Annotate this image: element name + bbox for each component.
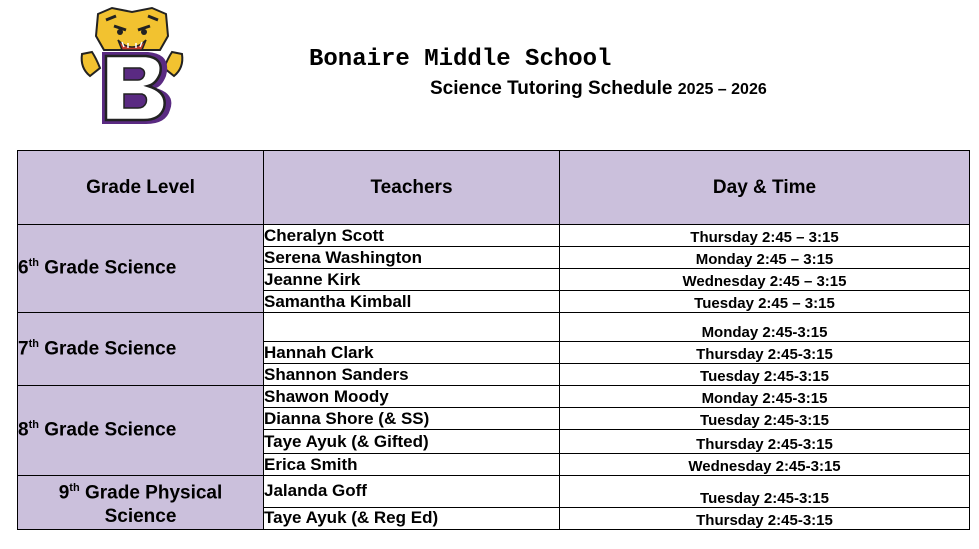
time-cell: Wednesday 2:45 – 3:15 xyxy=(560,269,970,291)
grade-cell-9: 9th Grade Physical Science xyxy=(18,476,264,530)
teacher-cell: Serena Washington xyxy=(264,247,560,269)
school-name: Bonaire Middle School xyxy=(309,46,612,73)
teacher-cell: Samantha Kimball xyxy=(264,291,560,313)
teacher-cell: Hannah Clark xyxy=(264,342,560,364)
time-cell: Thursday 2:45-3:15 xyxy=(560,342,970,364)
time-cell: Tuesday 2:45-3:15 xyxy=(560,364,970,386)
teacher-cell: Taye Ayuk (& Gifted) xyxy=(264,430,560,454)
time-cell: Tuesday 2:45 – 3:15 xyxy=(560,291,970,313)
time-cell: Tuesday 2:45-3:15 xyxy=(560,408,970,430)
time-cell: Thursday 2:45-3:15 xyxy=(560,430,970,454)
table-header-row xyxy=(18,151,970,225)
time-cell: Monday 2:45-3:15 xyxy=(560,313,970,342)
tutoring-schedule-table xyxy=(17,150,970,530)
subtitle-text: Science Tutoring Schedule xyxy=(430,78,673,99)
teacher-cell xyxy=(264,313,560,342)
column-header-teachers: Teachers xyxy=(264,151,560,225)
time-cell: Thursday 2:45-3:15 xyxy=(560,507,970,530)
time-cell: Thursday 2:45 – 3:15 xyxy=(560,225,970,247)
teacher-cell: Dianna Shore (& SS) xyxy=(264,408,560,430)
schedule-subtitle xyxy=(430,78,767,100)
grade-cell-8: 8th Grade Science xyxy=(18,386,264,476)
teacher-cell: Jalanda Goff xyxy=(264,476,560,508)
teacher-cell: Taye Ayuk (& Reg Ed) xyxy=(264,507,560,530)
table-row xyxy=(18,386,970,408)
column-header-day-time: Day & Time xyxy=(560,151,970,225)
time-cell: Monday 2:45 – 3:15 xyxy=(560,247,970,269)
teacher-cell: Shannon Sanders xyxy=(264,364,560,386)
table-row xyxy=(18,313,970,342)
teacher-cell: Jeanne Kirk xyxy=(264,269,560,291)
table-row xyxy=(18,225,970,247)
grade-cell-7: 7th Grade Science xyxy=(18,313,264,386)
time-cell: Wednesday 2:45-3:15 xyxy=(560,454,970,476)
time-cell: Monday 2:45-3:15 xyxy=(560,386,970,408)
table-row xyxy=(18,476,970,508)
school-year: 2025 – 2026 xyxy=(677,81,767,98)
teacher-cell: Erica Smith xyxy=(264,454,560,476)
time-cell: Tuesday 2:45-3:15 xyxy=(560,476,970,508)
teacher-cell: Shawon Moody xyxy=(264,386,560,408)
teacher-cell: Cheralyn Scott xyxy=(264,225,560,247)
grade-cell-6: 6th Grade Science xyxy=(18,225,264,313)
school-logo-tiger-icon xyxy=(76,6,188,128)
column-header-grade: Grade Level xyxy=(18,151,264,225)
